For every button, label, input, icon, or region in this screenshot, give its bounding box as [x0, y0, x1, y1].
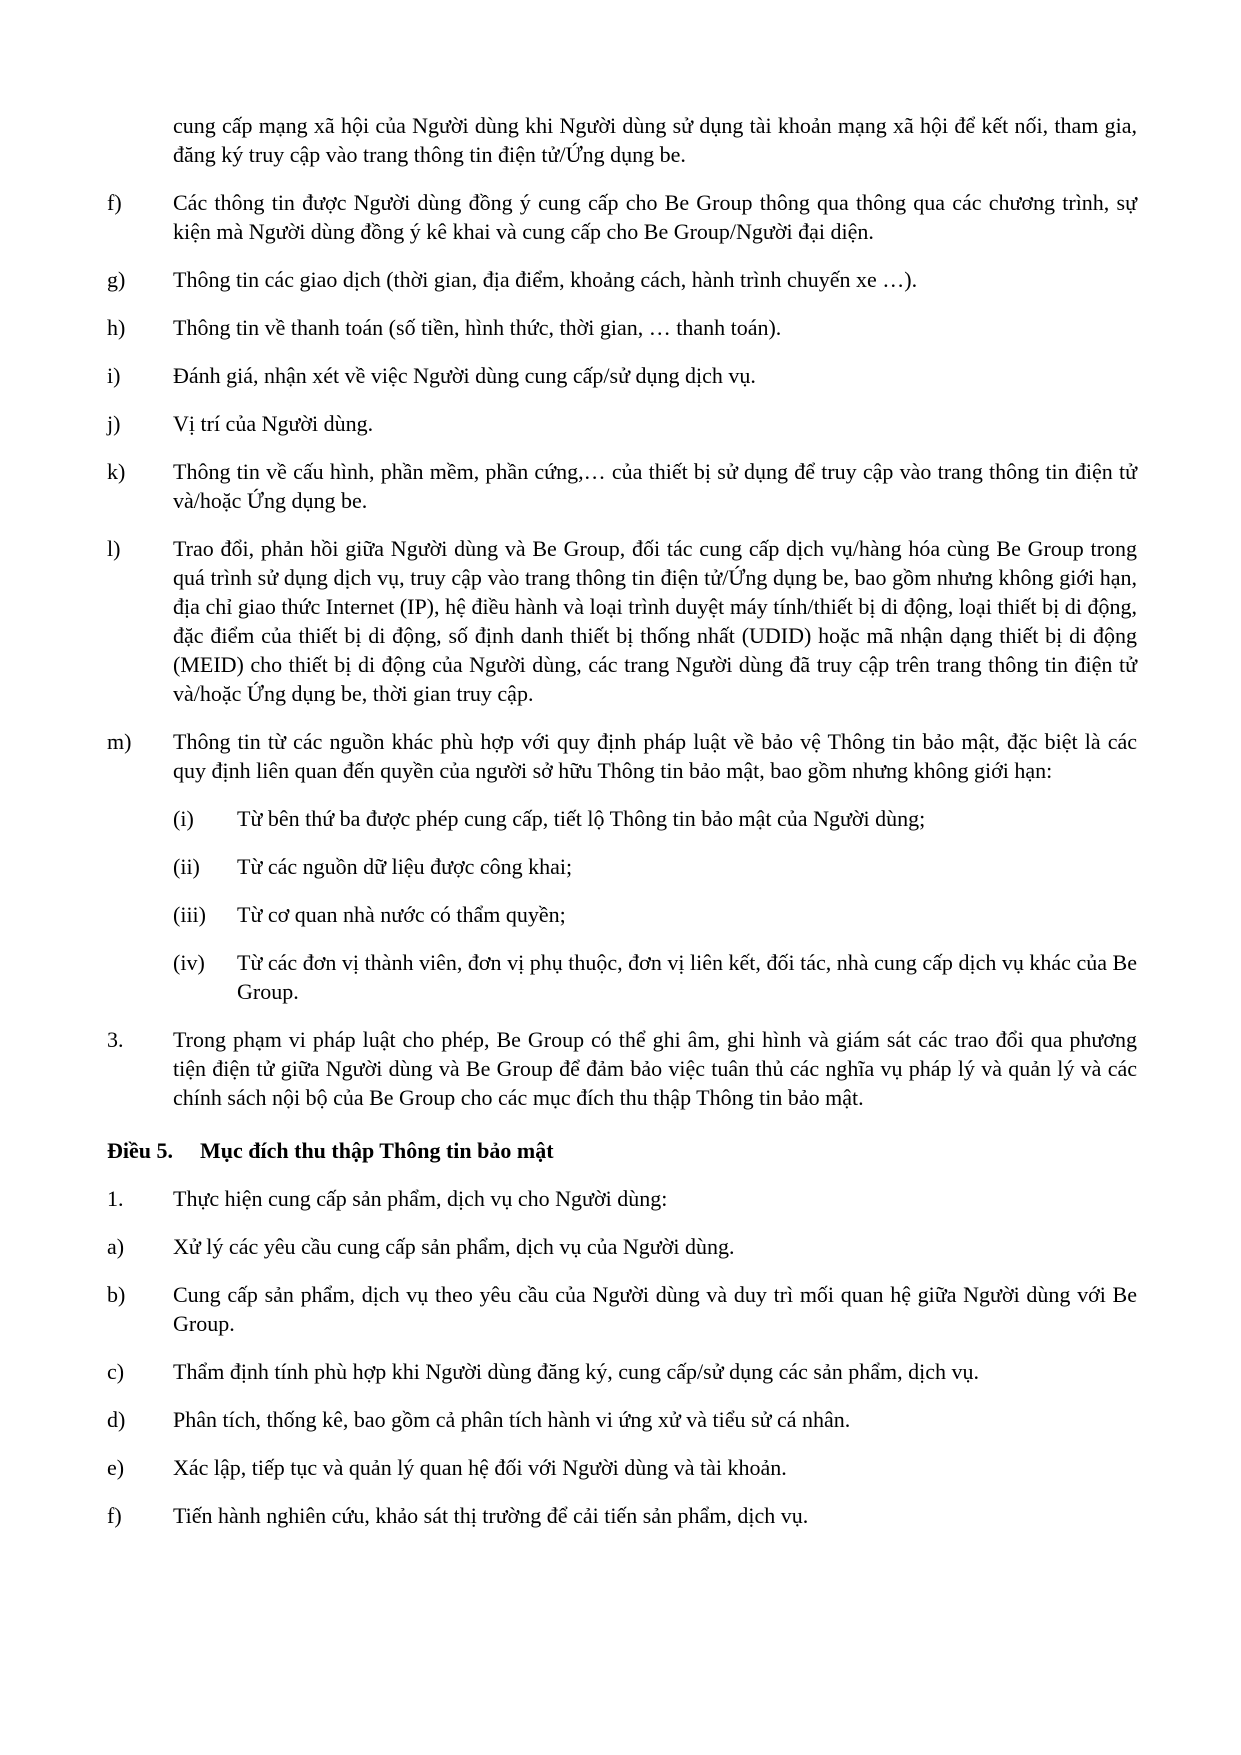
paragraph-text: Phân tích, thống kê, bao gồm cả phân tích hành vi ứng xử và tiểu sử cá nhân. [173, 1407, 851, 1432]
list-item-a [107, 1232, 1137, 1261]
list-item-marker: (i) [173, 806, 194, 831]
paragraph-text: Đánh giá, nhận xét về việc Người dùng cung cấp/sử dụng dịch vụ. [173, 363, 756, 388]
section-heading-title: Mục đích thu thập Thông tin bảo mật [200, 1138, 554, 1163]
paragraph-text: Thông tin từ các nguồn khác phù hợp với quy định pháp luật về bảo vệ Thông tin bảo mật, đặc biệt là các quy định liên quan đến quyền của người sở hữu Thông tin bảo mật, bao gồm nhưng không giới hạn: [173, 729, 1137, 783]
list-item-f [107, 188, 1137, 246]
paragraph-text: Thực hiện cung cấp sản phẩm, dịch vụ cho Người dùng: [173, 1186, 668, 1211]
list-item-l [107, 534, 1137, 708]
section-heading-dieu-5 [107, 1136, 1137, 1165]
paragraph-text: Từ bên thứ ba được phép cung cấp, tiết lộ Thông tin bảo mật của Người dùng; [237, 806, 926, 831]
paragraph-continuation [107, 111, 1137, 169]
list-item-marker: h) [107, 315, 126, 340]
list-item-f2 [107, 1501, 1137, 1530]
list-item-marker: c) [107, 1359, 125, 1384]
paragraph-text: Từ các đơn vị thành viên, đơn vị phụ thuộc, đơn vị liên kết, đối tác, nhà cung cấp dịch vụ khác của Be Group. [237, 950, 1137, 1004]
paragraph-text: Cung cấp sản phẩm, dịch vụ theo yêu cầu của Người dùng và duy trì mối quan hệ giữa Người dùng với Be Group. [173, 1282, 1137, 1336]
list-item-marker: (iv) [173, 950, 205, 975]
paragraph-text: Tiến hành nghiên cứu, khảo sát thị trường để cải tiến sản phẩm, dịch vụ. [173, 1503, 809, 1528]
list-item-j [107, 409, 1137, 438]
list-item-d [107, 1405, 1137, 1434]
paragraph-text: Vị trí của Người dùng. [173, 411, 374, 436]
list-item-k [107, 457, 1137, 515]
list-item-marker: e) [107, 1455, 125, 1480]
sublist-item-i [107, 804, 1137, 833]
paragraph-text: Từ cơ quan nhà nước có thẩm quyền; [237, 902, 566, 927]
list-item-marker: b) [107, 1282, 126, 1307]
paragraph-text: Thông tin về thanh toán (số tiền, hình thức, thời gian, … thanh toán). [173, 315, 782, 340]
list-item-marker: i) [107, 363, 121, 388]
list-item-m [107, 727, 1137, 785]
paragraph-text: cung cấp mạng xã hội của Người dùng khi Người dùng sử dụng tài khoản mạng xã hội để kết nối, tham gia, đăng ký truy cập vào trang thông tin điện tử/Ứng dụng be. [173, 113, 1137, 167]
paragraph-text: Xử lý các yêu cầu cung cấp sản phẩm, dịch vụ của Người dùng. [173, 1234, 735, 1259]
paragraph-text: Thông tin về cấu hình, phần mềm, phần cứng,… của thiết bị sử dụng để truy cập vào trang thông tin điện tử và/hoặc Ứng dụng be. [173, 459, 1137, 513]
list-item-marker: m) [107, 729, 132, 754]
paragraph-text: Các thông tin được Người dùng đồng ý cung cấp cho Be Group thông qua thông qua các chương trình, sự kiện mà Người dùng đồng ý kê khai và cung cấp cho Be Group/Người đại diện. [173, 190, 1137, 244]
section-heading-number: Điều 5. [107, 1138, 173, 1163]
list-item-h [107, 313, 1137, 342]
list-item-1 [107, 1184, 1137, 1213]
list-item-g [107, 265, 1137, 294]
list-item-3 [107, 1025, 1137, 1112]
sublist-item-ii [107, 852, 1137, 881]
list-item-marker: a) [107, 1234, 125, 1259]
paragraph-text: Thông tin các giao dịch (thời gian, địa điểm, khoảng cách, hành trình chuyến xe …). [173, 267, 918, 292]
list-item-marker: 1. [107, 1186, 124, 1211]
list-item-marker: (iii) [173, 902, 206, 927]
paragraph-text: Thẩm định tính phù hợp khi Người dùng đăng ký, cung cấp/sử dụng các sản phẩm, dịch vụ. [173, 1359, 979, 1384]
list-item-marker: j) [107, 411, 121, 436]
list-item-b [107, 1280, 1137, 1338]
list-item-marker: d) [107, 1407, 126, 1432]
paragraph-text: Trong phạm vi pháp luật cho phép, Be Group có thể ghi âm, ghi hình và giám sát các trao đổi qua phương tiện điện tử giữa Người dùng và Be Group để đảm bảo việc tuân thủ các nghĩa vụ pháp lý và quản lý và các chính sách nội bộ của Be Group cho các mục đích thu thập Thông tin bảo mật. [173, 1027, 1137, 1110]
paragraph-text: Từ các nguồn dữ liệu được công khai; [237, 854, 573, 879]
paragraph-text: Trao đổi, phản hồi giữa Người dùng và Be Group, đối tác cung cấp dịch vụ/hàng hóa cùng Be Group trong quá trình sử dụng dịch vụ, truy cập vào trang thông tin điện tử/Ứng dụng be, bao gồm nhưng không giới hạn, địa chỉ giao thức Internet (IP), hệ điều hành và loại trình duyệt máy tính/thiết bị di động, loại thiết bị di động, đặc điểm của thiết bị di động, số định danh thiết bị thống nhất (UDID) hoặc mã nhận dạng thiết bị di động (MEID) cho thiết bị di động của Người dùng, các trang Người dùng đã truy cập trên trang thông tin điện tử và/hoặc Ứng dụng be, thời gian truy cập. [173, 536, 1137, 706]
list-item-marker: f) [107, 190, 122, 215]
paragraph-text: Xác lập, tiếp tục và quản lý quan hệ đối với Người dùng và tài khoản. [173, 1455, 787, 1480]
sublist-item-iii [107, 900, 1137, 929]
list-item-e [107, 1453, 1137, 1482]
list-item-marker: f) [107, 1503, 122, 1528]
list-item-marker: (ii) [173, 854, 200, 879]
list-item-c [107, 1357, 1137, 1386]
sublist-item-iv [107, 948, 1137, 1006]
list-item-marker: 3. [107, 1027, 124, 1052]
list-item-marker [107, 111, 173, 169]
list-item-i [107, 361, 1137, 390]
list-item-marker: k) [107, 459, 126, 484]
list-item-marker: l) [107, 536, 121, 561]
list-item-marker: g) [107, 267, 126, 292]
